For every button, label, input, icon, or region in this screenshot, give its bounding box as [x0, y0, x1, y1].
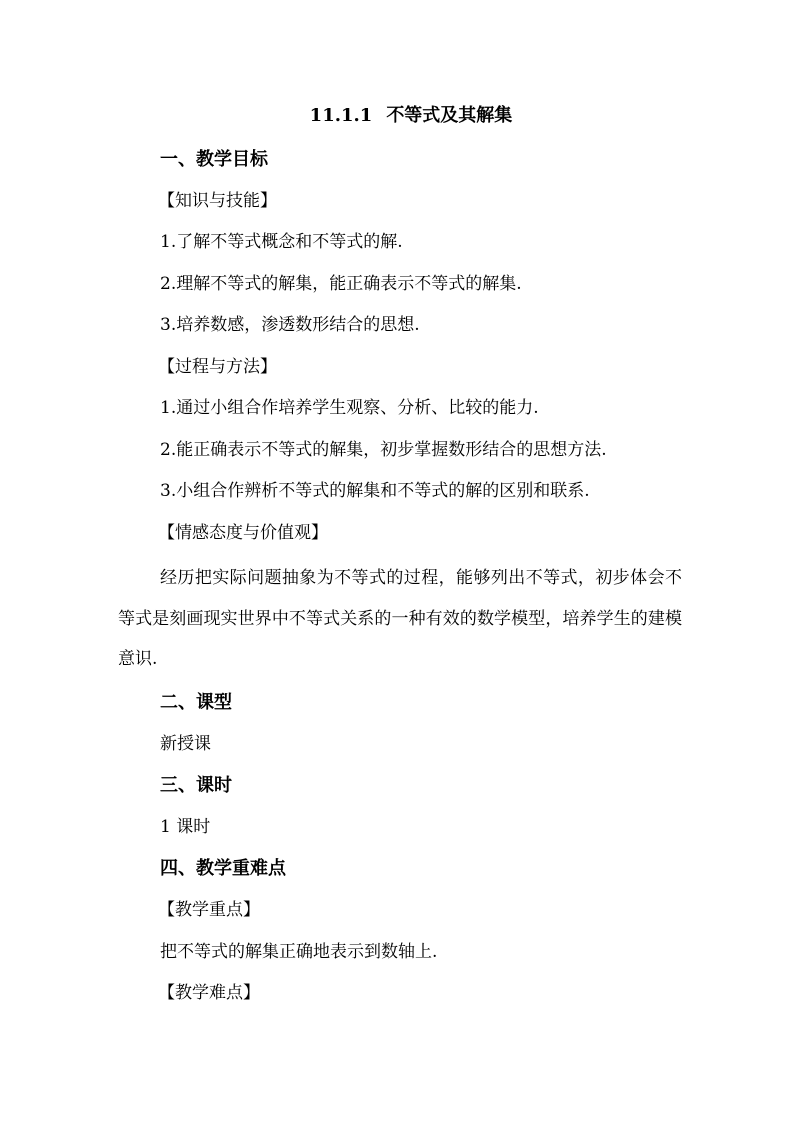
- teaching-difficulty-label: 【教学难点】: [158, 983, 260, 1003]
- knowledge-item-3: 3.培养数感，渗透数形结合的思想.: [160, 315, 420, 335]
- process-item-3: 3.小组合作辨析不等式的解集和不等式的解的区别和联系.: [160, 481, 590, 501]
- lesson-title: 不等式及其解集: [386, 105, 513, 126]
- knowledge-skills-label: 【知识与技能】: [158, 191, 277, 211]
- process-item-2: 2.能正确表示不等式的解集，初步掌握数形结合的思想方法.: [160, 440, 607, 460]
- emotion-values-paragraph: 经历把实际问题抽象为不等式的过程，能够列出不等式，初步体会不等式是刻画现实世界中不等式关系的一种有效的数学模型，培养学生的建模意识.: [118, 568, 682, 669]
- section-heading-key-points: 四、教学重难点: [160, 858, 286, 879]
- class-hours-text: 1 课时: [160, 817, 211, 837]
- process-item-1: 1.通过小组合作培养学生观察、分析、比较的能力.: [160, 398, 539, 418]
- knowledge-item-1: 1.了解不等式概念和不等式的解.: [160, 232, 403, 252]
- teaching-focus-label: 【教学重点】: [158, 900, 260, 920]
- section-heading-class-hours: 三、课时: [160, 775, 232, 796]
- process-methods-label: 【过程与方法】: [158, 357, 277, 377]
- lesson-type-text: 新授课: [160, 734, 211, 754]
- lesson-number: 11.1.1: [309, 105, 373, 126]
- page-title: [0, 104, 800, 128]
- knowledge-item-2: 2.理解不等式的解集，能正确表示不等式的解集.: [160, 274, 522, 294]
- section-heading-objectives: 一、教学目标: [160, 149, 268, 170]
- section-heading-lesson-type: 二、课型: [160, 692, 232, 713]
- teaching-focus-text: 把不等式的解集正确地表示到数轴上.: [160, 942, 438, 962]
- emotion-values-label: 【情感态度与价值观】: [158, 523, 328, 543]
